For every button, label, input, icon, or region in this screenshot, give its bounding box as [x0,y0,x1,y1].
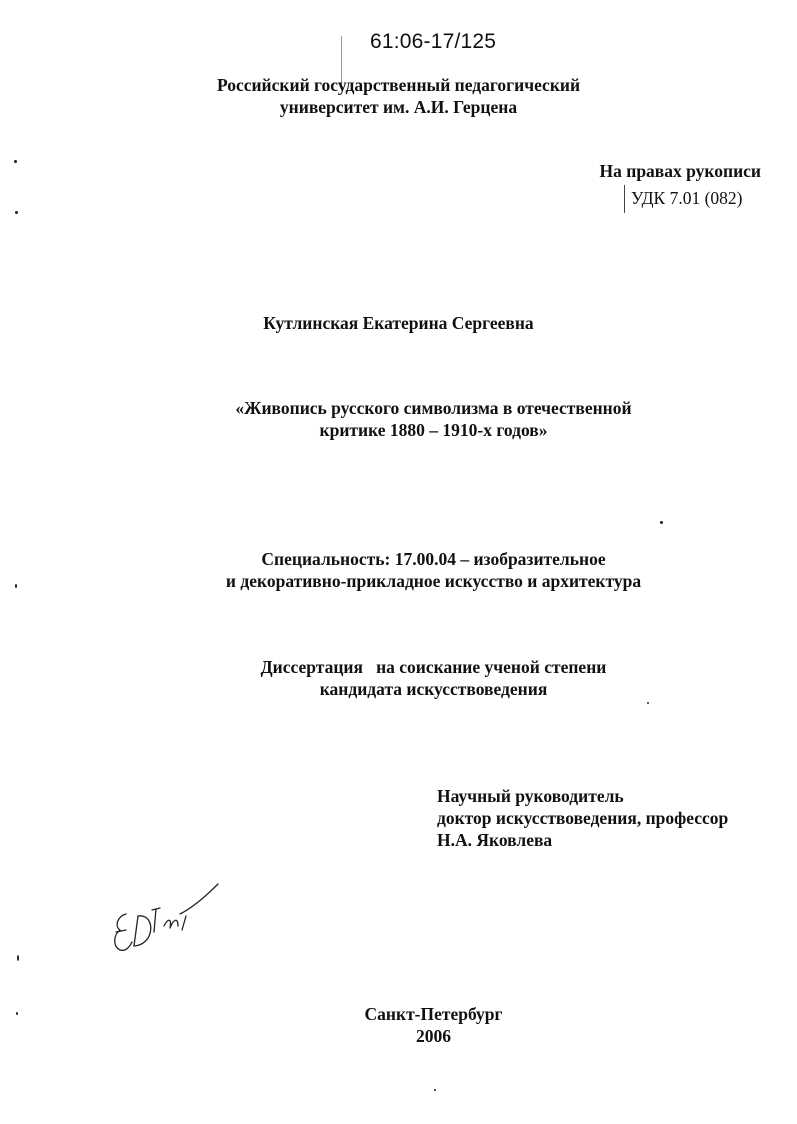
supervisor-block [437,785,728,851]
institution-line-2: университет им. А.И. Герцена [279,97,518,117]
scan-speck [434,1089,436,1091]
udk-rule [624,185,625,213]
scan-speck [660,521,663,524]
supervisor-line-2: доктор искусствоведения, профессор [437,808,729,828]
footer-city: Санкт-Петербург [364,1004,503,1024]
scan-speck [15,211,18,214]
author-name [0,312,797,334]
specialty-line-1: Специальность: 17.00.04 – изобразительное [261,549,606,569]
footer-place-year [35,1003,797,1047]
title-line-2: критике 1880 – 1910-х годов» [319,420,548,440]
institution-line-1: Российский государственный педагогический [216,75,581,95]
scan-speck [16,1012,18,1015]
author-name-text: Кутлинская Екатерина Сергеевна [263,313,534,333]
manuscript-rights: На правах рукописи [599,161,761,181]
institution-name [0,74,797,118]
footer-year: 2006 [416,1026,451,1046]
degree-statement [35,656,797,700]
udk-code: УДК 7.01 (082) [631,188,743,208]
handwritten-signature [108,880,228,960]
title-line-1: «Живопись русского символизма в отечественной [235,398,632,418]
supervisor-line-3: Н.А. Яковлева [437,830,553,850]
dissertation-title [35,397,797,441]
degree-line-2: кандидата искусствоведения [319,679,548,699]
scan-speck [647,702,649,704]
scan-speck [14,160,17,163]
specialty-line-2: и декоративно-прикладное искусство и архитектура [225,571,642,591]
library-code: 61:06-17/125 [370,30,497,53]
scan-speck [17,955,19,961]
supervisor-line-1: Научный руководитель [437,786,624,806]
specialty [35,548,797,592]
degree-line-1: Диссертация на соискание ученой степени [260,657,607,677]
scan-speck [15,584,17,588]
